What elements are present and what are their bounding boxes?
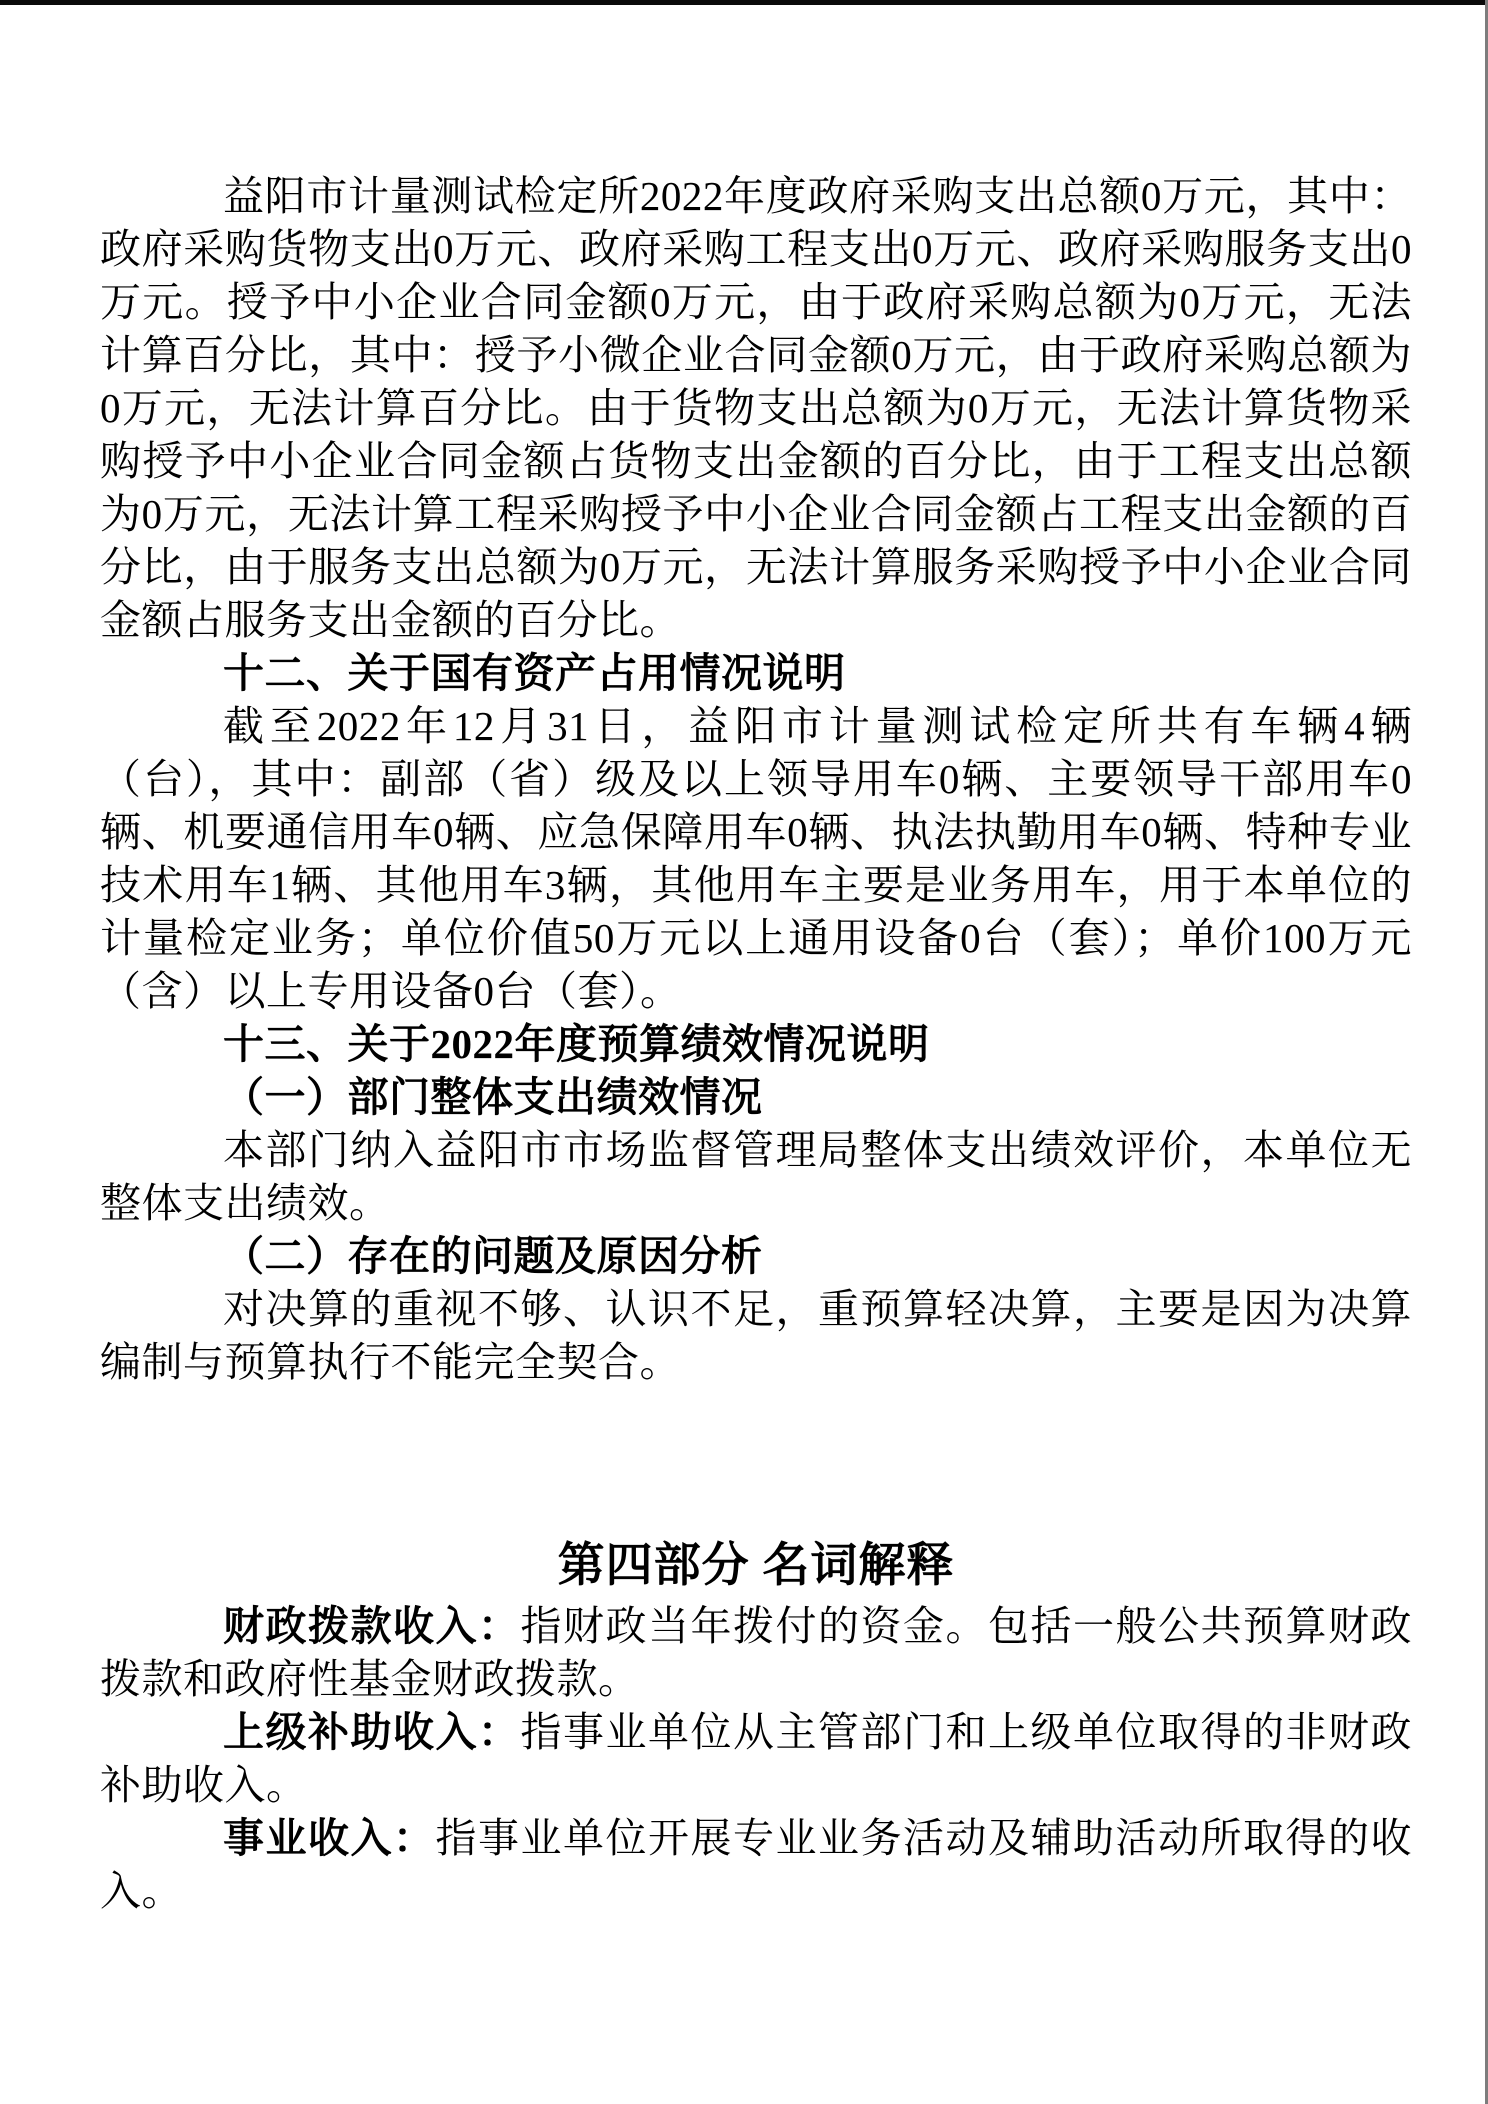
problems-subheading: （二）存在的问题及原因分析	[223, 1233, 763, 1279]
overall-performance-paragraph: 本部门纳入益阳市市场监督管理局整体支出绩效评价，本单位无整体支出绩效。	[100, 1127, 1412, 1226]
budget-performance-heading: 十三、关于2022年度预算绩效情况说明	[223, 1021, 930, 1067]
procurement-summary-paragraph: 益阳市计量测试检定所2022年度政府采购支出总额0万元，其中：政府采购货物支出0万元、政府采购工程支出0万元、政府采购服务支出0万元。授予中小企业合同金额0万元，由于政府采购总额为0万元，无法计算百分比，其中：授予小微企业合同金额0万元，由于政府采购总额为0万元，无法计算百分比。由于货物支出总额为0万元，无法计算货物采购授予中小企业合同金额占货物支出金额的百分比，由于工程支出总额为0万元，无法计算工程采购授予中小企业合同金额占工程支出金额的百分比，由于服务支出总额为0万元，无法计算服务采购授予中小企业合同金额占服务支出金额的百分比。	[100, 173, 1412, 643]
glossary-item-fiscal-appropriation	[100, 1600, 1412, 1706]
document-body	[100, 170, 1412, 1918]
glossary-definition: 指财政当年拨付的资金。包括一般公共预算财政拨款和政府性基金财政拨款。	[100, 1603, 1412, 1702]
problems-paragraph: 对决算的重视不够、认识不足，重预算轻决算，主要是因为决算编制与预算执行不能完全契合。	[100, 1286, 1412, 1385]
section-title-glossary: 第四部分 名词解释	[557, 1540, 955, 1592]
glossary-definition: 指事业单位开展专业业务活动及辅助活动所取得的收入。	[100, 1815, 1412, 1914]
overall-performance-subheading: （一）部门整体支出绩效情况	[223, 1074, 763, 1120]
glossary-item-superior-subsidy	[100, 1706, 1412, 1812]
state-assets-heading: 十二、关于国有资产占用情况说明	[223, 650, 846, 696]
state-assets-paragraph: 截至2022年12月31日，益阳市计量测试检定所共有车辆4辆（台），其中：副部（省）级及以上领导用车0辆、主要领导干部用车0辆、机要通信用车0辆、应急保障用车0辆、执法执勤用车0辆、特种专业技术用车1辆、其他用车3辆，其他用车主要是业务用车，用于本单位的计量检定业务；单位价值50万元以上通用设备0台（套）；单价100万元（含）以上专用设备0台（套）。	[100, 703, 1412, 1014]
page-top-border	[0, 0, 1488, 5]
glossary-term: 事业收入：	[223, 1815, 436, 1861]
glossary-term: 上级补助收入：	[223, 1709, 521, 1755]
glossary-definition: 指事业单位从主管部门和上级单位取得的非财政补助收入。	[100, 1709, 1412, 1808]
glossary-term: 财政拨款收入：	[223, 1603, 521, 1649]
glossary-item-operational-income	[100, 1812, 1412, 1918]
